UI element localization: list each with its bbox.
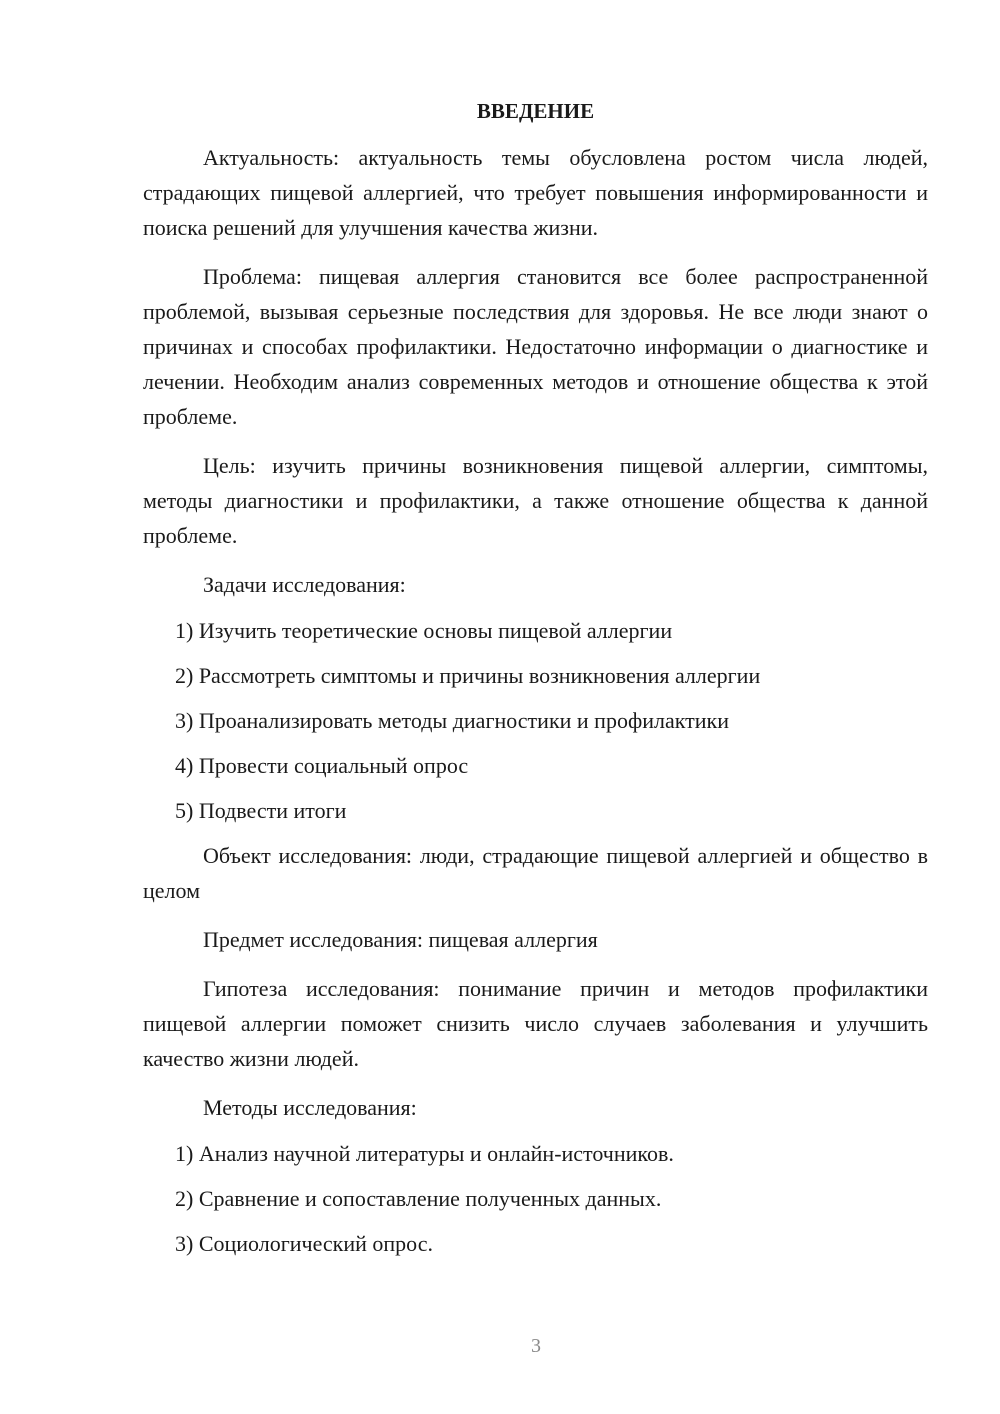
hypothesis-paragraph: Гипотеза исследования: понимание причин и методов профилактики пищевой аллергии поможет снизить число случаев заболевания и улучшить качество жизни людей.: [143, 976, 928, 1071]
goal-paragraph: Цель: изучить причины возникновения пищевой аллергии, симптомы, методы диагностики и профилактики, а также отношение общества к данной проблеме.: [143, 453, 928, 548]
page-number: 3: [531, 1335, 541, 1357]
problem-paragraph: Проблема: пищевая аллергия становится все более распространенной проблемой, вызывая серьезные последствия для здоровья. Не все люди знают о причинах и способах профилактики. Недостаточно информации о диагностике и лечении. Необходим анализ современных методов и отношение общества к этой проблеме.: [143, 264, 928, 429]
methods-list: [143, 1136, 928, 1261]
list-item: 4) Провести социальный опрос: [175, 753, 469, 778]
list-item: 2) Рассмотреть симптомы и причины возникновения аллергии: [175, 663, 761, 688]
list-item: 2) Сравнение и сопоставление полученных данных.: [175, 1186, 662, 1211]
list-item: 1) Изучить теоретические основы пищевой аллергии: [175, 618, 673, 643]
list-item: 5) Подвести итоги: [175, 798, 347, 823]
object-paragraph: Объект исследования: люди, страдающие пищевой аллергией и общество в целом: [143, 843, 928, 903]
list-item: 3) Социологический опрос.: [175, 1231, 433, 1256]
relevance-paragraph: Актуальность: актуальность темы обусловлена ростом числа людей, страдающих пищевой аллергией, что требует повышения информированности и поиска решений для улучшения качества жизни.: [143, 145, 928, 240]
tasks-heading: Задачи исследования:: [203, 572, 406, 597]
tasks-list: [143, 613, 928, 828]
page-content: [143, 96, 928, 1271]
list-item: 3) Проанализировать методы диагностики и профилактики: [175, 708, 729, 733]
list-item: 1) Анализ научной литературы и онлайн-источников.: [175, 1141, 674, 1166]
methods-heading: Методы исследования:: [203, 1095, 417, 1120]
subject-paragraph: Предмет исследования: пищевая аллергия: [203, 927, 598, 952]
section-title: ВВЕДЕНИЕ: [476, 99, 595, 123]
